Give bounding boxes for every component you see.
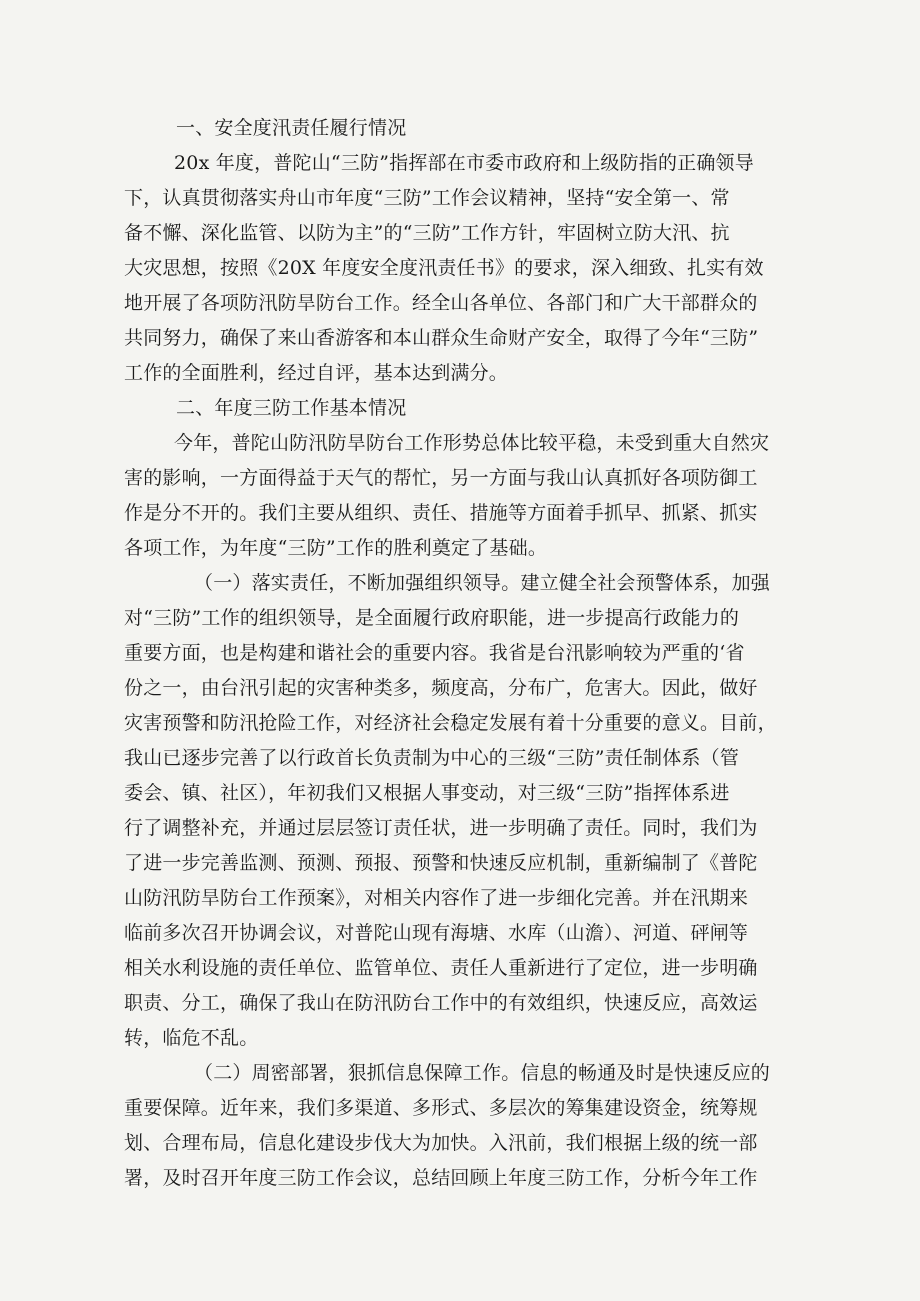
paragraph-line: 对“三防”工作的组织领导，是全面履行政府职能，进一步提高行政能力的 xyxy=(124,607,740,629)
paragraph-line: （一）落实责任，不断加强组织领导。建立健全社会预警体系，加强 xyxy=(194,572,771,594)
paragraph-line: 划、合理布局，信息化建设步伐大为加快。入汛前，我们根据上级的统一部 xyxy=(124,1132,758,1154)
paragraph-line: 20x 年度，普陀山“三防”指挥部在市委市政府和上级防指的正确领导 xyxy=(174,152,754,174)
paragraph-line: 地开展了各项防汛防旱防台工作。经全山各单位、各部门和广大干部群众的 xyxy=(124,292,758,314)
paragraph-2 xyxy=(124,429,796,563)
paragraph-line: 署，及时召开年度三防工作会议，总结回顾上年度三防工作，分析今年工作 xyxy=(124,1167,758,1189)
paragraph-line: 重要方面，也是构建和谐社会的重要内容。我省是台汛影响较为严重的‘省 xyxy=(124,642,745,664)
paragraph-line: 转，临危不乱。 xyxy=(124,1027,259,1049)
paragraph-line: 职责、分工，确保了我山在防汛防台工作中的有效组织，快速反应，高效运 xyxy=(124,992,758,1014)
paragraph-line: 临前多次召开协调会议，对普陀山现有海塘、水库（山澹）、河道、砰闸等 xyxy=(124,922,749,944)
paragraph-line: 工作的全面胜利，经过自评，基本达到满分。 xyxy=(124,362,509,384)
paragraph-line: 我山已逐步完善了以行政首长负责制为中心的三级“三防”责任制体系（管 xyxy=(124,747,740,769)
paragraph-line: 山防汛防旱防台工作预案》，对相关内容作了进一步细化完善。并在汛期来 xyxy=(124,887,749,909)
paragraph-line: 灾害预警和防汛抢险工作，对经济社会稳定发展有着十分重要的意义。目前， xyxy=(124,712,777,734)
paragraph-line: 委会、镇、社区），年初我们又根据人事变动，对三级“三防”指挥体系进 xyxy=(124,782,730,804)
paragraph-3 xyxy=(124,569,796,1053)
paragraph-line: 各项工作，为年度“三防”工作的胜利奠定了基础。 xyxy=(124,537,548,559)
paragraph-1 xyxy=(124,149,796,388)
paragraph-line: 行了调整补充，并通过层层签订责任状，进一步明确了责任。同时，我们为 xyxy=(124,817,758,839)
paragraph-line: 大灾思想，按照《20X 年度安全度汛责任书》的要求，深入细致、扎实有效 xyxy=(124,257,764,279)
paragraph-line: 共同努力，确保了来山香游客和本山群众生命财产安全，取得了今年“三防” xyxy=(124,327,759,349)
paragraph-line: 下，认真贯彻落实舟山市年度“三防”工作会议精神，坚持“安全第一、常 xyxy=(124,187,730,209)
section-heading-2: 二、年度三防工作基本情况 xyxy=(176,397,407,419)
paragraph-line: 作是分不开的。我们主要从组织、责任、措施等方面着手抓早、抓紧、抓实 xyxy=(124,502,758,524)
paragraph-line: 相关水利设施的责任单位、监管单位、责任人重新进行了定位，进一步明确 xyxy=(124,957,758,979)
paragraph-line: 备不懈、深化监管、以防为主”的“三防”工作方针，牢固树立防大汛、抗 xyxy=(124,222,730,244)
paragraph-line: 害的影响，一方面得益于天气的帮忙，另一方面与我山认真抓好各项防御工 xyxy=(124,467,758,489)
paragraph-line: 份之一，由台汛引起的灾害种类多，频度高，分布广，危害大。因此，做好 xyxy=(124,677,758,699)
document-body xyxy=(124,114,796,1199)
paragraph-4 xyxy=(124,1059,796,1193)
section-heading-1: 一、安全度汛责任履行情况 xyxy=(176,117,407,139)
paragraph-line: （二）周密部署，狠抓信息保障工作。信息的畅通及时是快速反应的 xyxy=(194,1062,771,1084)
paragraph-line: 今年，普陀山防汛防旱防台工作形势总体比较平稳，未受到重大自然灾 xyxy=(174,432,770,454)
paragraph-line: 重要保障。近年来，我们多渠道、多形式、多层次的筹集建设资金，统筹规 xyxy=(124,1097,758,1119)
paragraph-line: 了进一步完善监测、预测、预报、预警和快速反应机制，重新编制了《普陀 xyxy=(124,852,758,874)
